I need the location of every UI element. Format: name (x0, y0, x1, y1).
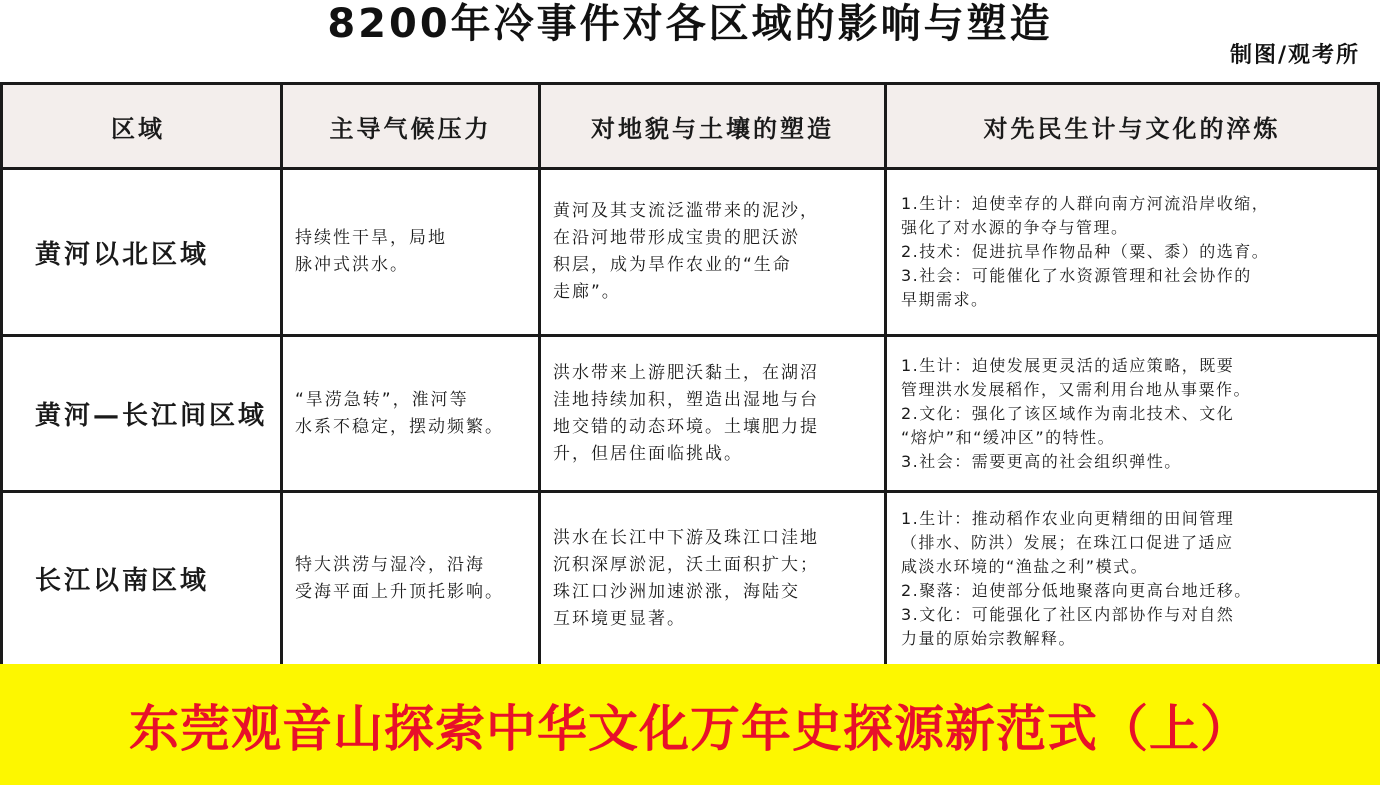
banner-headline: 东莞观音山探索中华文化万年史探源新范式（上） (129, 699, 1251, 758)
climate-pressure-cell: 特大洪涝与湿冷，沿海 受海平面上升顶托影响。 (283, 493, 541, 664)
header-landform-soil: 对地貌与土壤的塑造 (541, 85, 887, 167)
table-row (3, 337, 1377, 493)
impact-table (0, 82, 1380, 664)
bottom-banner (0, 664, 1380, 785)
credit-label: 制图/观考所 (1229, 43, 1360, 68)
culture-cell: 1.生计：推动稻作农业向更精细的田间管理 （排水、防洪）发展；在珠江口促进了适应 咸淡水环境的“渔盐之利”模式。 2.聚落：迫使部分低地聚落向更高台地迁移。 3.文化：可能强化了社区内部协作与对自然 力量的原始宗教解释。 (901, 508, 1252, 648)
landform-cell: 洪水在长江中下游及珠江口洼地 沉积深厚淤泥，沃土面积扩大； 珠江口沙洲加速淤涨，海陆交 互环境更显著。 (541, 493, 887, 664)
culture-cell: 1.生计：迫使幸存的人群向南方河流沿岸收缩， 强化了对水源的争夺与管理。 2.技术：促进抗旱作物品种（粟、黍）的选育。 3.社会：可能催化了水资源管理和社会协作的 早期需求。 (901, 194, 1270, 309)
header-livelihood-culture: 对先民生计与文化的淬炼 (983, 114, 1281, 143)
table-row (3, 493, 1377, 664)
climate-pressure-cell: “旱涝急转”，淮河等 水系不稳定，摆动频繁。 (283, 337, 541, 490)
header-region: 区域 (3, 85, 283, 167)
region-cell: 黄河—长江间区域 (3, 337, 283, 490)
table-header-row (3, 85, 1377, 170)
page-title: 8200年冷事件对各区域的影响与塑造 (327, 1, 1053, 47)
table-row (3, 170, 1377, 337)
region-cell: 长江以南区域 (3, 493, 283, 664)
culture-cell: 1.生计：迫使发展更灵活的适应策略，既要 管理洪水发展稻作，又需利用台地从事粟作。 2.文化：强化了该区域作为南北技术、文化 “熔炉”和“缓冲区”的特性。 3.社会：需要更高的社会组织弹性。 (901, 355, 1252, 471)
region-cell: 黄河以北区域 (3, 170, 283, 334)
landform-cell: 黄河及其支流泛滥带来的泥沙， 在沿河地带形成宝贵的肥沃淤 积层，成为旱作农业的“生命 走廊”。 (541, 170, 887, 334)
landform-cell: 洪水带来上游肥沃黏土，在湖沼 洼地持续加积，塑造出湿地与台 地交错的动态环境。土壤肥力提 升，但居住面临挑战。 (541, 337, 887, 490)
climate-pressure-cell: 持续性干旱，局地 脉冲式洪水。 (283, 170, 541, 334)
header-climate-pressure: 主导气候压力 (283, 85, 541, 167)
